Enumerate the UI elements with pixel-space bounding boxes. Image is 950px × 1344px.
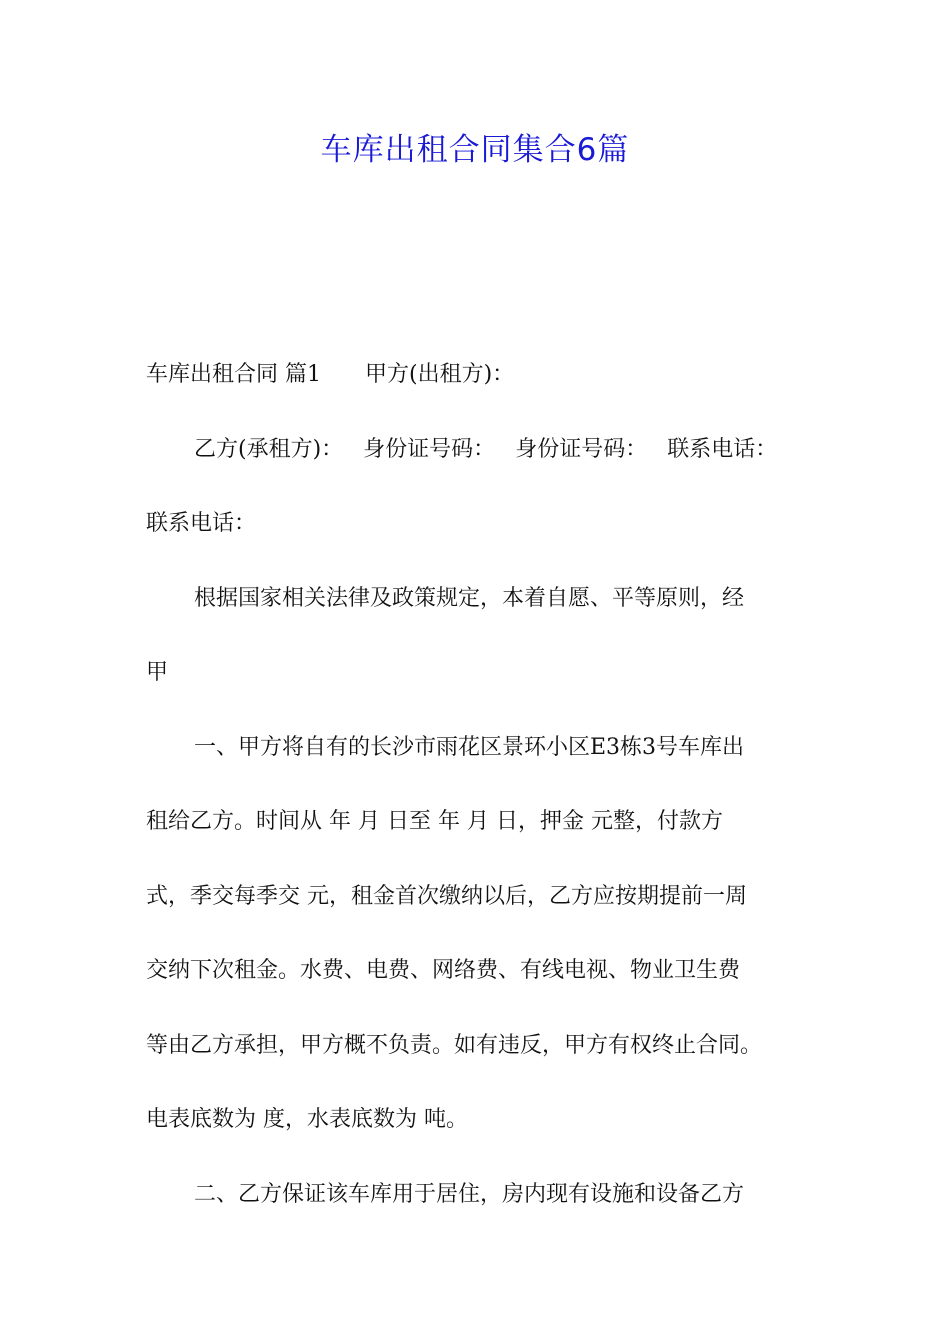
line-12	[146, 1158, 836, 1233]
preamble-continuation: 甲	[146, 660, 169, 685]
clause-2-text: 二、乙方保证该车库用于居住，房内现有设施和设备乙方	[194, 1181, 745, 1207]
clause-1-text: 式，季交每季交 元，租金首次缴纳以后，乙方应按期提前一周	[146, 883, 747, 909]
phone-label-b: 联系电话：	[146, 511, 257, 536]
line-5	[146, 636, 836, 711]
contract-heading: 车库出租合同 篇1	[146, 362, 321, 387]
clause-1-text: 等由乙方承担，甲方概不负责。如有违反，甲方有权终止合同。	[146, 1032, 763, 1058]
id-number-label-b: 身份证号码：	[515, 436, 648, 462]
party-a-label: 甲方(出租方)：	[365, 362, 515, 387]
line-9	[146, 934, 836, 1009]
preamble-text: 根据国家相关法律及政策规定，本着自愿、平等原则，经	[194, 585, 745, 611]
clause-1-text: 一、甲方将自有的长沙市雨花区景环小区E3栋3号车库出	[194, 734, 745, 760]
phone-label-a: 联系电话：	[667, 436, 778, 462]
line-10	[146, 1009, 836, 1084]
clause-1-text: 交纳下次租金。水费、电费、网络费、有线电视、物业卫生费	[146, 958, 741, 983]
line-7	[146, 785, 836, 860]
document-title: 车库出租合同集合6篇	[320, 132, 630, 168]
line-11	[146, 1083, 836, 1158]
id-number-label-a: 身份证号码：	[363, 436, 496, 462]
document-body	[146, 338, 836, 1232]
clause-1-text: 租给乙方。时间从 年 月 日至 年 月 日，押金 元整，付款方	[146, 809, 723, 834]
line-8	[146, 860, 836, 935]
line-3	[146, 487, 836, 562]
line-4	[146, 562, 836, 637]
party-b-label: 乙方(承租方)：	[194, 436, 344, 462]
line-6	[146, 711, 836, 786]
line-2	[146, 413, 836, 488]
line-1	[146, 338, 836, 413]
clause-1-text: 电表底数为 度，水表底数为 吨。	[146, 1107, 468, 1132]
